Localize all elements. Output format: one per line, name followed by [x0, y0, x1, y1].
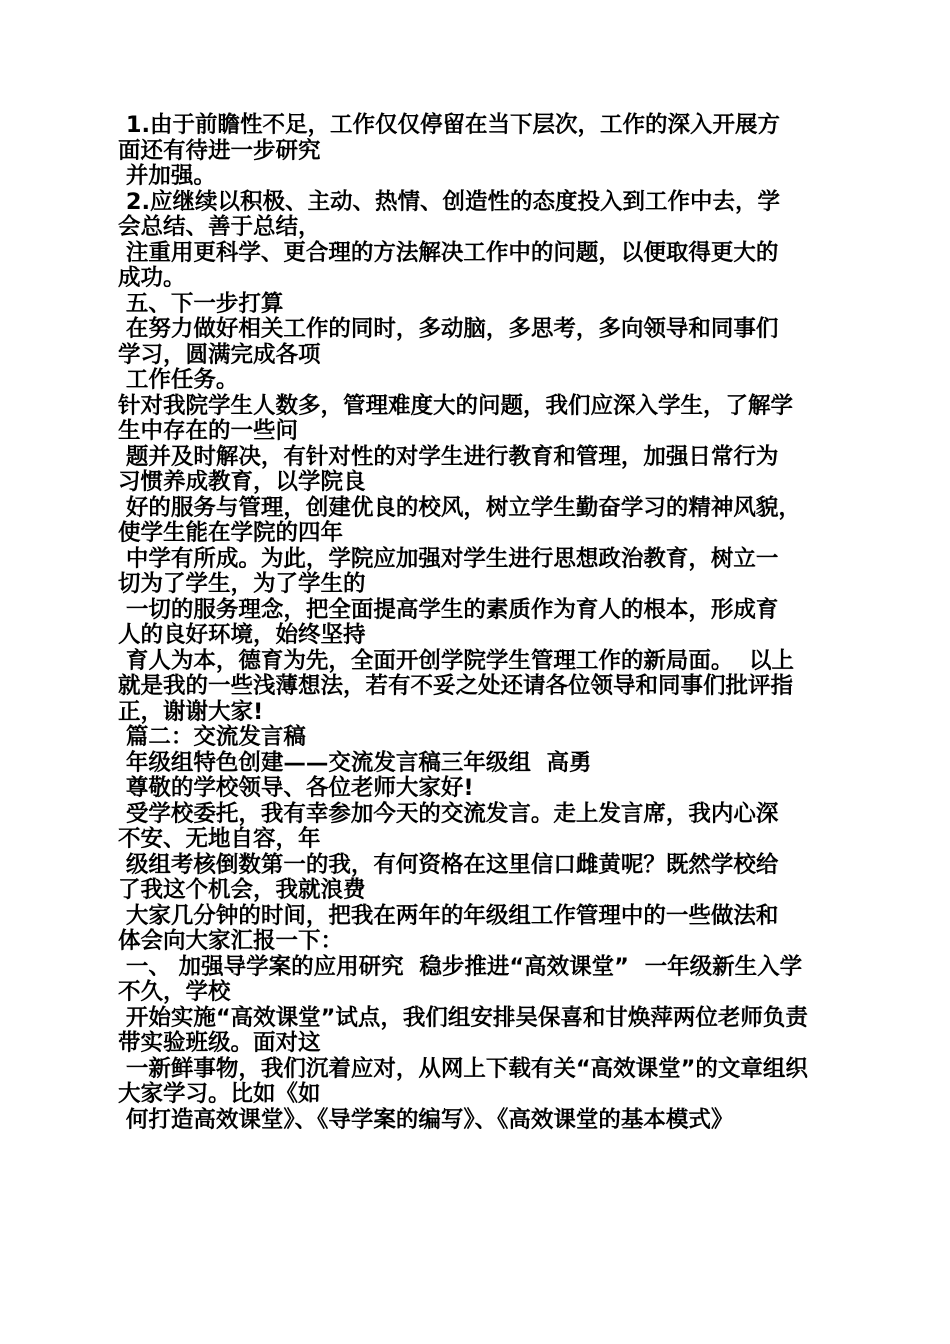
text-line-7: 成功。: [118, 265, 186, 291]
text-line-28: 受学校委托，我有幸参加今天的交流发言。走上发言席，我内心深: [118, 800, 779, 827]
text-line-32: 大家几分钟的时间，把我在两年的年级组工作管理中的一些做法和: [118, 902, 779, 929]
text-line-5: 会总结、善于总结，: [118, 214, 321, 240]
text-line-2: 面还有待进一步研究: [118, 137, 321, 164]
salutation: 尊敬的学校领导、各位老师大家好!: [118, 775, 474, 801]
text-line-20: 一切的服务理念，把全面提高学生的素质作为育人的根本，形成育: [118, 596, 779, 623]
text-line-29: 不安、无地自容，年: [118, 826, 321, 852]
text-line-11: 工作任务。: [118, 367, 239, 393]
speech-subtitle: 年级组特色创建——交流发言稿三年级组 高勇: [118, 749, 592, 776]
text-line-1: 1.由于前瞻性不足，工作仅仅停留在当下层次，工作的深入开展方: [118, 112, 781, 138]
text-line-34: 一、 加强导学案的应用研究 稳步推进“高效课堂” 一年级新生入学: [118, 953, 803, 980]
text-line-35: 不久，学校: [118, 979, 231, 1005]
text-line-21: 人的良好环境，始终坚持: [118, 622, 366, 648]
text-line-37: 带实验班级。面对这: [118, 1030, 321, 1056]
text-line-19: 切为了学生，为了学生的: [118, 571, 366, 597]
text-line-39: 大家学习。比如《如: [118, 1081, 321, 1107]
text-line-33: 体会向大家汇报一下：: [118, 928, 344, 954]
section-heading-next-plan: 五、下一步打算: [118, 290, 284, 317]
text-line-4: 2.应继续以积极、主动、热情、创造性的态度投入到工作中去，学: [118, 188, 781, 215]
document-text: [118, 113, 838, 1133]
text-line-9: 在努力做好相关工作的同时，多动脑，多思考，多向领导和同事们: [118, 316, 779, 342]
section-heading-part-two: 篇二：交流发言稿: [118, 724, 306, 750]
text-line-10: 学习，圆满完成各项: [118, 341, 321, 368]
text-line-12: 针对我院学生人数多，管理难度大的问题，我们应深入学生，了解学: [118, 392, 794, 419]
text-line-18: 中学有所成。为此，学院应加强对学生进行思想政治教育，树立一: [118, 545, 779, 572]
text-line-40: 何打造高效课堂》、《导学案的编写》、《高效课堂的基本模式》: [118, 1106, 734, 1133]
text-line-31: 了我这个机会，我就浪费: [118, 877, 366, 903]
text-line-13: 生中存在的一些问: [118, 418, 299, 444]
text-line-6: 注重用更科学、更合理的方法解决工作中的问题，以便取得更大的: [118, 239, 779, 266]
text-line-30: 级组考核倒数第一的我，有何资格在这里信口雌黄呢？既然学校给: [118, 851, 779, 878]
text-line-17: 使学生能在学院的四年: [118, 520, 344, 546]
text-line-14: 题并及时解决，有针对性的对学生进行教育和管理，加强日常行为: [118, 443, 779, 470]
text-line-3: 并加强。: [118, 163, 216, 189]
text-line-15: 习惯养成教育，以学院良: [118, 469, 366, 495]
text-line-36: 开始实施“高效课堂”试点，我们组安排吴保喜和甘焕萍两位老师负责: [118, 1004, 808, 1031]
text-line-23: 就是我的一些浅薄想法，若有不妥之处还请各位领导和同事们批评指: [118, 673, 794, 699]
text-line-24: 正，谢谢大家!: [118, 698, 264, 725]
text-line-16: 好的服务与管理，创建优良的校风，树立学生勤奋学习的精神风貌，: [118, 494, 801, 521]
text-line-22: 育人为本，德育为先，全面开创学院学生管理工作的新局面。 以上: [118, 647, 795, 674]
text-line-38: 一新鲜事物，我们沉着应对，从网上下载有关“高效课堂”的文章组织: [118, 1055, 808, 1082]
